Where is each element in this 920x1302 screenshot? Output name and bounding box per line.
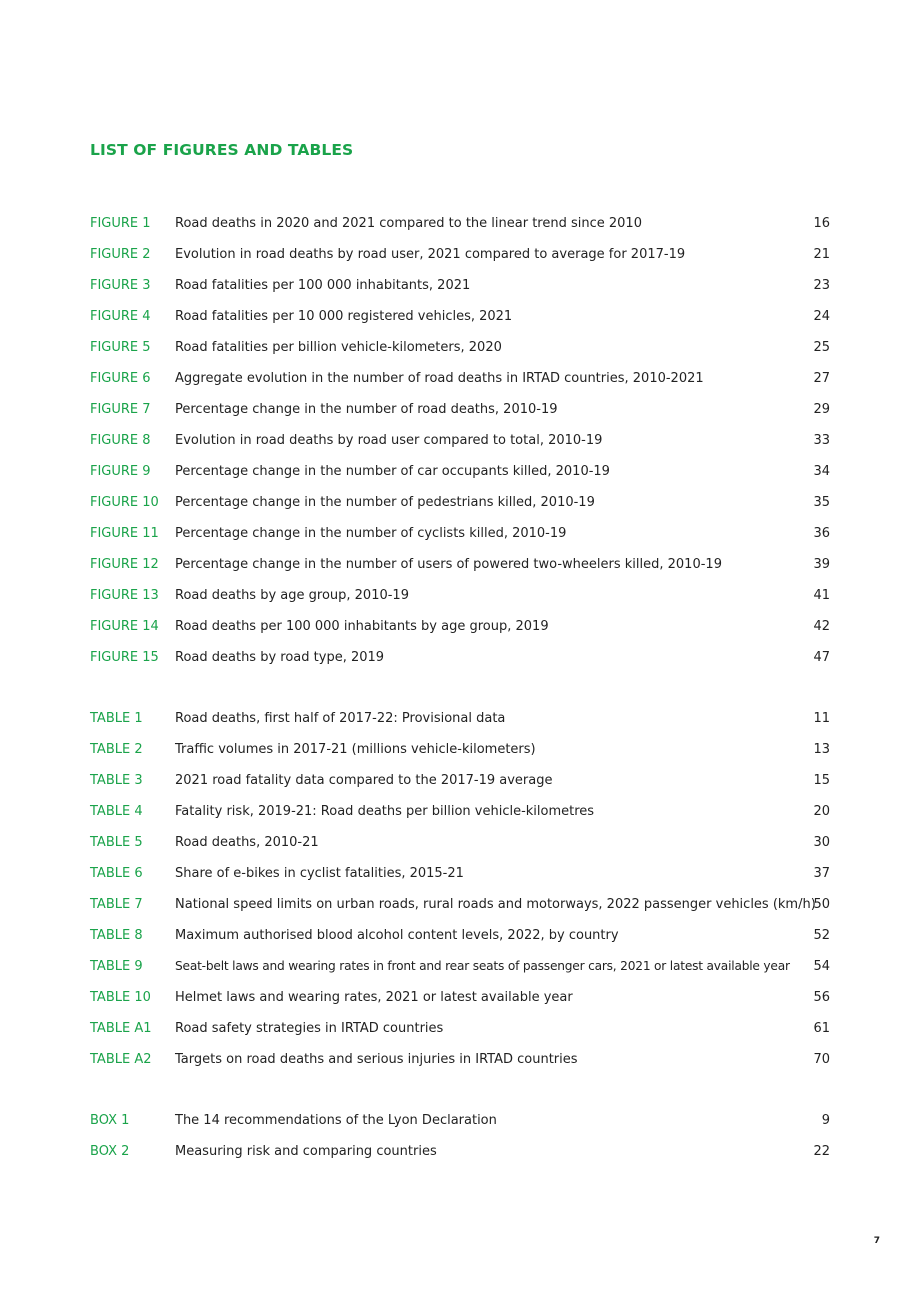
table-page-number: 54 — [813, 959, 830, 974]
figure-page-number: 39 — [813, 557, 830, 572]
table-page-number: 15 — [813, 773, 830, 788]
table-label: TABLE 8 — [90, 928, 143, 943]
table-title: Share of e-bikes in cyclist fatalities, 2015-21 — [175, 866, 464, 881]
table-entry — [90, 889, 830, 920]
figure-label: FIGURE 2 — [90, 247, 151, 262]
figure-title: Percentage change in the number of pedestrians killed, 2010-19 — [175, 495, 595, 510]
table-title: Maximum authorised blood alcohol content levels, 2022, by country — [175, 928, 619, 943]
figure-label: FIGURE 1 — [90, 216, 151, 231]
figure-entry — [90, 549, 830, 580]
table-entry — [90, 827, 830, 858]
figure-label: FIGURE 11 — [90, 526, 159, 541]
figure-page-number: 35 — [813, 495, 830, 510]
figure-page-number: 34 — [813, 464, 830, 479]
figure-title: Percentage change in the number of road deaths, 2010-19 — [175, 402, 558, 417]
table-title: Seat-belt laws and wearing rates in front and rear seats of passenger cars, 2021 or latest available year — [175, 959, 790, 973]
figure-label: FIGURE 7 — [90, 402, 151, 417]
table-page-number: 11 — [813, 711, 830, 726]
figure-label: FIGURE 10 — [90, 495, 159, 510]
figure-label: FIGURE 12 — [90, 557, 159, 572]
table-label: TABLE A2 — [90, 1052, 152, 1067]
figure-entry — [90, 363, 830, 394]
table-label: TABLE 7 — [90, 897, 143, 912]
figure-entry — [90, 270, 830, 301]
figure-label: FIGURE 6 — [90, 371, 151, 386]
figure-page-number: 16 — [813, 216, 830, 231]
tables-list — [90, 703, 830, 1075]
figure-label: FIGURE 3 — [90, 278, 151, 293]
figure-page-number: 25 — [813, 340, 830, 355]
table-page-number: 52 — [813, 928, 830, 943]
figure-label: FIGURE 4 — [90, 309, 151, 324]
figure-entry — [90, 456, 830, 487]
figure-entry — [90, 332, 830, 363]
box-label: BOX 2 — [90, 1144, 130, 1159]
table-title: Helmet laws and wearing rates, 2021 or latest available year — [175, 990, 573, 1005]
table-entry — [90, 703, 830, 734]
table-entry — [90, 734, 830, 765]
box-label: BOX 1 — [90, 1113, 130, 1128]
figure-page-number: 42 — [813, 619, 830, 634]
page-number: 7 — [873, 1236, 880, 1246]
table-page-number: 13 — [813, 742, 830, 757]
table-label: TABLE A1 — [90, 1021, 152, 1036]
table-label: TABLE 9 — [90, 959, 143, 974]
table-label: TABLE 4 — [90, 804, 143, 819]
table-entry — [90, 920, 830, 951]
figure-entry — [90, 487, 830, 518]
figure-label: FIGURE 8 — [90, 433, 151, 448]
figure-title: Aggregate evolution in the number of road deaths in IRTAD countries, 2010-2021 — [175, 371, 704, 386]
table-label: TABLE 10 — [90, 990, 151, 1005]
figure-page-number: 27 — [813, 371, 830, 386]
figure-title: Road deaths in 2020 and 2021 compared to the linear trend since 2010 — [175, 216, 642, 231]
figure-label: FIGURE 14 — [90, 619, 159, 634]
figure-title: Percentage change in the number of car occupants killed, 2010-19 — [175, 464, 610, 479]
figure-entry — [90, 301, 830, 332]
figure-title: Road deaths per 100 000 inhabitants by age group, 2019 — [175, 619, 549, 634]
figure-page-number: 24 — [813, 309, 830, 324]
table-entry — [90, 858, 830, 889]
table-title: Road safety strategies in IRTAD countries — [175, 1021, 444, 1036]
table-entry — [90, 765, 830, 796]
figure-page-number: 21 — [813, 247, 830, 262]
box-page-number: 9 — [821, 1113, 830, 1128]
figure-entry — [90, 580, 830, 611]
figure-page-number: 41 — [813, 588, 830, 603]
figure-entry — [90, 239, 830, 270]
figures-list — [90, 208, 830, 673]
figure-label: FIGURE 9 — [90, 464, 151, 479]
figure-title: Road fatalities per 10 000 registered vehicles, 2021 — [175, 309, 513, 324]
table-page-number: 30 — [813, 835, 830, 850]
figure-label: FIGURE 5 — [90, 340, 151, 355]
box-title: The 14 recommendations of the Lyon Declaration — [175, 1113, 497, 1128]
table-entry — [90, 796, 830, 827]
table-entry — [90, 951, 830, 982]
table-label: TABLE 3 — [90, 773, 143, 788]
figure-page-number: 29 — [813, 402, 830, 417]
table-title: National speed limits on urban roads, rural roads and motorways, 2022 passenger vehicles (km/h) — [175, 897, 816, 912]
figure-entry — [90, 208, 830, 239]
table-page-number: 56 — [813, 990, 830, 1005]
figure-label: FIGURE 13 — [90, 588, 159, 603]
table-title: Fatality risk, 2019-21: Road deaths per billion vehicle-kilometres — [175, 804, 595, 819]
figure-title: Road fatalities per 100 000 inhabitants, 2021 — [175, 278, 471, 293]
figure-entry — [90, 425, 830, 456]
figure-page-number: 47 — [813, 650, 830, 665]
table-label: TABLE 5 — [90, 835, 143, 850]
table-entry — [90, 982, 830, 1013]
figure-title: Evolution in road deaths by road user compared to total, 2010-19 — [175, 433, 603, 448]
box-entry — [90, 1105, 830, 1136]
table-label: TABLE 6 — [90, 866, 143, 881]
table-page-number: 50 — [813, 897, 830, 912]
figure-title: Road deaths by road type, 2019 — [175, 650, 385, 665]
table-title: Traffic volumes in 2017-21 (millions vehicle-kilometers) — [175, 742, 536, 757]
table-entry — [90, 1013, 830, 1044]
table-title: Targets on road deaths and serious injuries in IRTAD countries — [175, 1052, 578, 1067]
table-page-number: 37 — [813, 866, 830, 881]
table-label: TABLE 2 — [90, 742, 143, 757]
figure-title: Evolution in road deaths by road user, 2021 compared to average for 2017-19 — [175, 247, 686, 262]
table-entry — [90, 1044, 830, 1075]
figure-entry — [90, 611, 830, 642]
box-entry — [90, 1136, 830, 1167]
table-page-number: 70 — [813, 1052, 830, 1067]
table-label: TABLE 1 — [90, 711, 143, 726]
table-title: 2021 road fatality data compared to the 2017-19 average — [175, 773, 553, 788]
table-title: Road deaths, 2010-21 — [175, 835, 319, 850]
figure-entry — [90, 394, 830, 425]
figure-page-number: 33 — [813, 433, 830, 448]
figure-title: Percentage change in the number of users of powered two-wheelers killed, 2010-19 — [175, 557, 722, 572]
figure-title: Road fatalities per billion vehicle-kilometers, 2020 — [175, 340, 502, 355]
figure-title: Percentage change in the number of cyclists killed, 2010-19 — [175, 526, 567, 541]
boxes-list — [90, 1105, 830, 1167]
box-page-number: 22 — [813, 1144, 830, 1159]
figure-entry — [90, 642, 830, 673]
table-page-number: 20 — [813, 804, 830, 819]
figure-title: Road deaths by age group, 2010-19 — [175, 588, 409, 603]
figure-page-number: 36 — [813, 526, 830, 541]
figure-label: FIGURE 15 — [90, 650, 159, 665]
figure-page-number: 23 — [813, 278, 830, 293]
page-title: LIST OF FIGURES AND TABLES — [90, 141, 354, 159]
box-title: Measuring risk and comparing countries — [175, 1144, 437, 1159]
figure-entry — [90, 518, 830, 549]
table-title: Road deaths, first half of 2017-22: Provisional data — [175, 711, 506, 726]
table-page-number: 61 — [813, 1021, 830, 1036]
